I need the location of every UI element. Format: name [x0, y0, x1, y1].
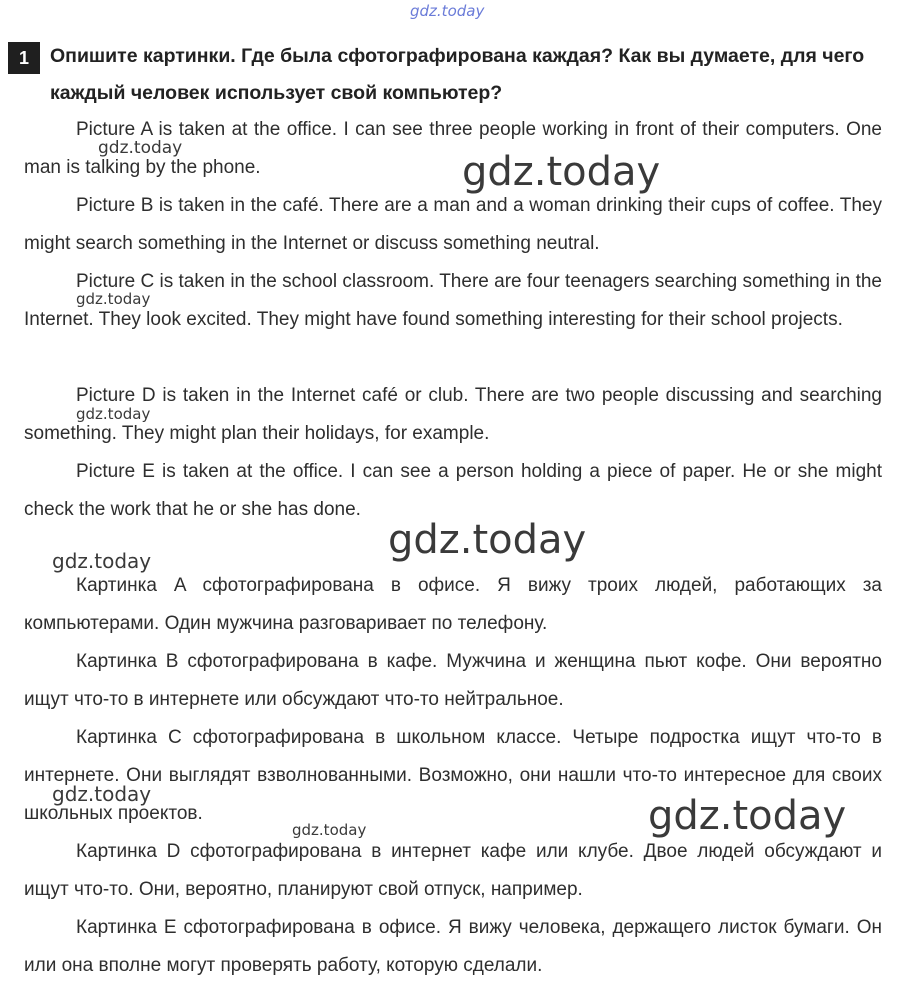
- english-paragraph-e: Picture E is taken at the office. I can see a person holding a piece of paper. He or she might check the work that he or she has done.: [24, 461, 882, 520]
- english-paragraph-d: Picture D is taken in the Internet café or club. There are two people discussing and searching something. They might plan their holidays, for example.: [24, 385, 882, 444]
- russian-paragraph-d: Картинка D сфотографирована в интернет кафе или клубе. Двое людей обсуждают и ищут что-то. Они, вероятно, планируют свой отпуск, например.: [24, 841, 882, 900]
- english-paragraph-a: Picture A is taken at the office. I can see three people working in front of their computers. One man is talking by the phone.: [24, 119, 882, 178]
- russian-paragraph-a: Картинка A сфотографирована в офисе. Я вижу троих людей, работающих за компьютерами. Один мужчина разговаривает по телефону.: [24, 575, 882, 634]
- exercise-number-badge: 1: [8, 42, 40, 74]
- exercise-instruction: Опишите картинки. Где была сфотографирована каждая? Как вы думаете, для чего каждый человек использует свой компьютер?: [50, 45, 865, 104]
- watermark: gdz.today: [648, 793, 847, 839]
- russian-paragraph-c: Картинка C сфотографирована в школьном классе. Четыре подростка ищут что-то в интернете. Они выглядят взволнованными. Возможно, они нашли что-то интересное для своих школьных проектов.: [24, 727, 882, 824]
- watermark-top: gdz.today: [410, 2, 485, 20]
- watermark: gdz.today: [76, 405, 151, 423]
- watermark: gdz.today: [388, 517, 587, 563]
- watermark: gdz.today: [52, 782, 152, 806]
- watermark: gdz.today: [292, 821, 367, 839]
- english-paragraph-b: Picture B is taken in the café. There are a man and a woman drinking their cups of coffee. They might search something in the Internet or discuss something neutral.: [24, 195, 882, 254]
- russian-paragraph-b: Картинка B сфотографирована в кафе. Мужчина и женщина пьют кофе. Они вероятно ищут что-то в интернете или обсуждают что-то нейтральное.: [24, 651, 882, 710]
- english-paragraph-c: Picture C is taken in the school classroom. There are four teenagers searching something in the Internet. They look excited. They might have found something interesting for their school projects.: [24, 271, 882, 330]
- watermark: gdz.today: [98, 138, 183, 158]
- watermark: gdz.today: [462, 149, 661, 195]
- watermark: gdz.today: [52, 549, 152, 573]
- watermark: gdz.today: [76, 290, 151, 308]
- russian-paragraph-e: Картинка E сфотографирована в офисе. Я вижу человека, держащего листок бумаги. Он или она вполне могут проверять работу, которую сделали.: [24, 917, 882, 976]
